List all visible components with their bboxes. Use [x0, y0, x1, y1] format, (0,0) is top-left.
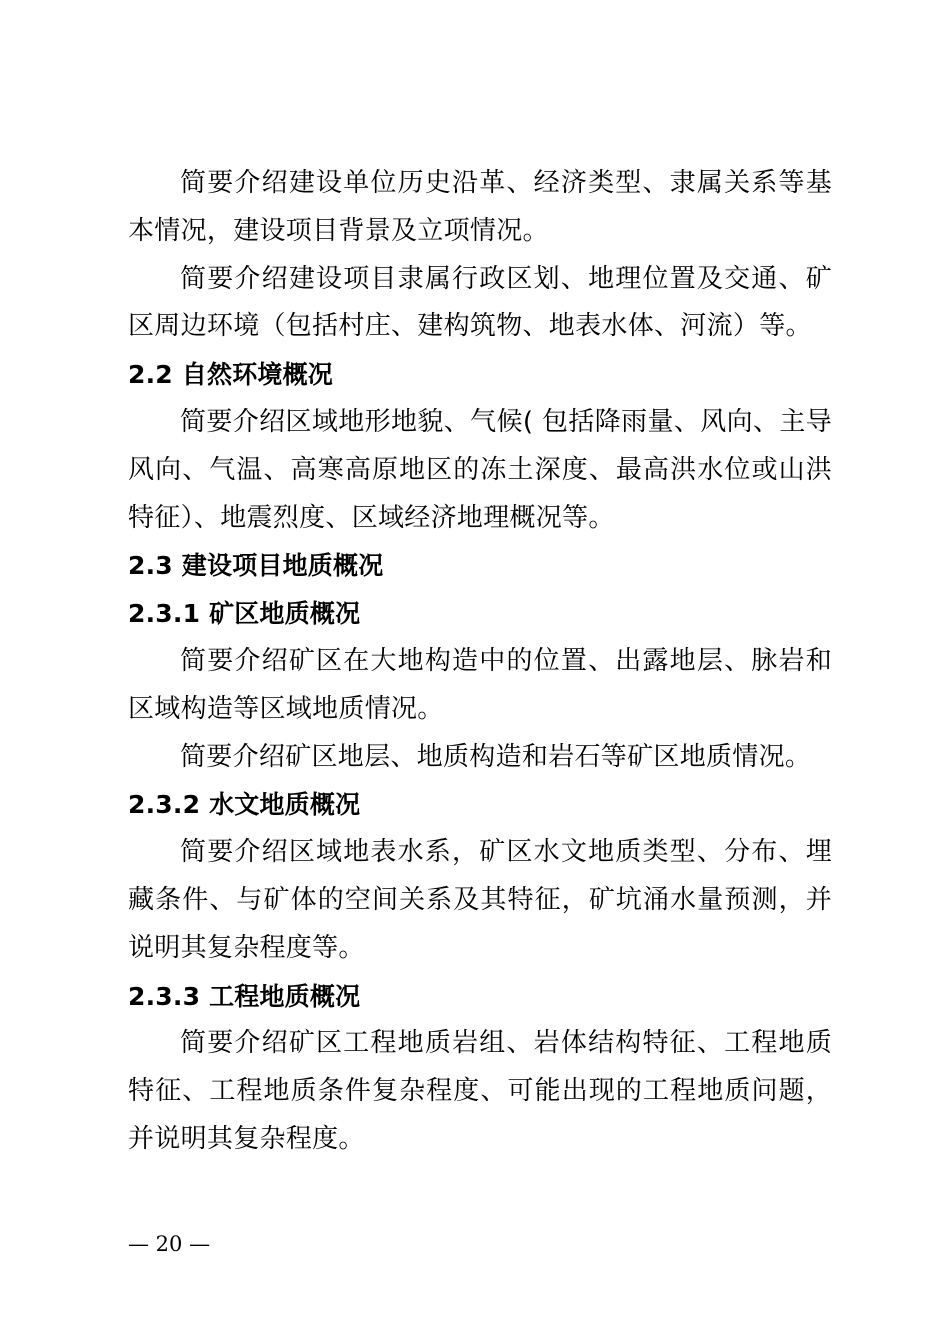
heading-2-3: 2.3 建设项目地质概况	[128, 551, 384, 581]
heading-2-3-2: 2.3.2 水文地质概况	[128, 790, 361, 820]
paragraph-hydrogeology: 简要介绍区域地表水系，矿区水文地质类型、分布、埋藏条件、与矿体的空间关系及其特征，矿坑涌水量预测，并说明其复杂程度等。	[128, 837, 832, 963]
paragraph-regional-geology: 简要介绍矿区在大地构造中的位置、出露地层、脉岩和区域构造等区域地质情况。	[128, 645, 832, 724]
page-content	[128, 160, 832, 1164]
paragraph-project-location: 简要介绍建设项目隶属行政区划、地理位置及交通、矿区周边环境（包括村庄、建构筑物、地表水体、河流）等。	[128, 263, 832, 342]
page-number: — 20 —	[128, 1232, 211, 1256]
heading-2-3-1: 2.3.1 矿区地质概况	[128, 599, 361, 629]
paragraph-mine-geology: 简要介绍矿区地层、地质构造和岩石等矿区地质情况。	[180, 741, 812, 772]
paragraph-engineering-geology: 简要介绍矿区工程地质岩组、岩体结构特征、工程地质特征、工程地质条件复杂程度、可能出现的工程地质问题，并说明其复杂程度。	[128, 1028, 832, 1154]
heading-2-2: 2.2 自然环境概况	[128, 360, 333, 390]
paragraph-unit-history: 简要介绍建设单位历史沿革、经济类型、隶属关系等基本情况，建设项目背景及立项情况。	[128, 168, 832, 246]
paragraph-natural-environment: 简要介绍区域地形地貌、气候( 包括降雨量、风向、主导风向、气温、高寒高原地区的冻土深度、最高洪水位或山洪特征）、地震烈度、区域经济地理概况等。	[128, 406, 832, 533]
heading-2-3-3: 2.3.3 工程地质概况	[128, 981, 361, 1011]
